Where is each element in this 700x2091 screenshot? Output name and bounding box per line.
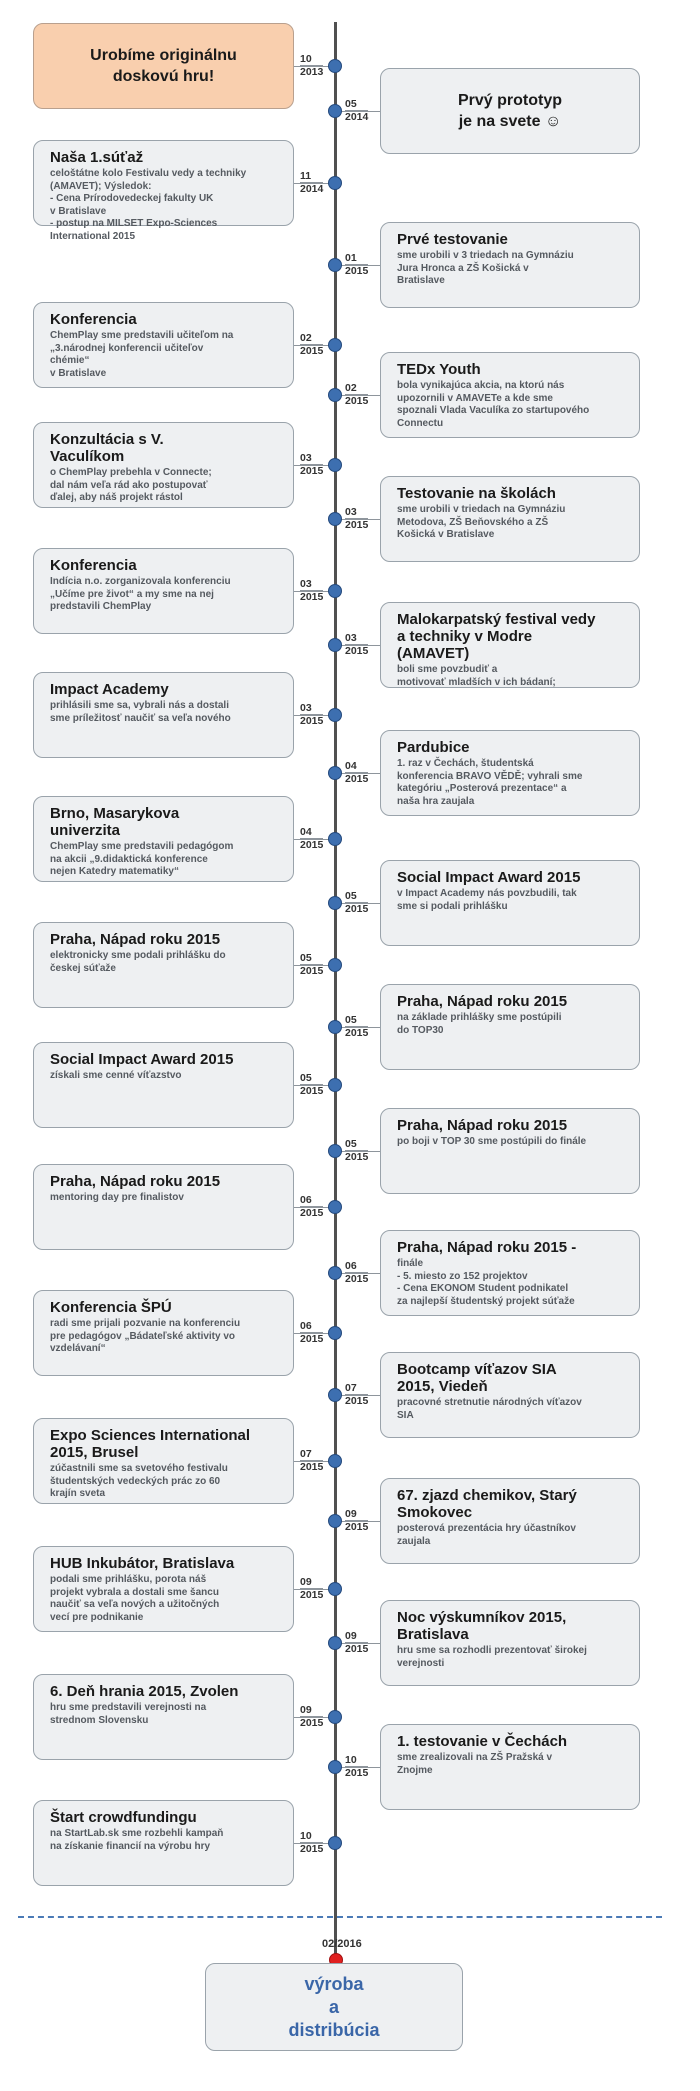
event-month: 09 [300, 1576, 312, 1588]
event-date [345, 632, 368, 657]
event-node [328, 584, 342, 598]
event-year: 2014 [345, 111, 369, 123]
timeline-axis [334, 22, 337, 1960]
event-year: 2015 [345, 645, 369, 657]
event-title: Konferencia ŠPÚ [50, 1299, 172, 1316]
event-date [345, 382, 368, 407]
event-card [380, 730, 640, 816]
event-description: po boji v TOP 30 sme postúpili do finále [397, 1136, 587, 1147]
event-title: Prvý prototyp je na svete ☺ [457, 92, 562, 130]
event-description: sme urobili v triedach na Gymnáziu Metodova, ZŠ Beňovského a ZŠ Košická v Bratislave [397, 504, 566, 540]
event-description: radi sme prijali pozvanie na konferenciu pre pedagógov „Bádateľské aktivity vo vzdelávaní“ [50, 1318, 241, 1354]
event-month: 09 [345, 1508, 357, 1520]
event-title: HUB Inkubátor, Bratislava [50, 1555, 235, 1572]
event-title: TEDx Youth [397, 361, 481, 378]
event-description: podali sme prihlášku, porota náš projekt vybrala a dostali sme šancu naučiť sa veľa nových a užitočných vecí pre podnikanie [50, 1574, 220, 1623]
event-title: Konferencia [50, 557, 137, 574]
event-date [300, 1830, 323, 1855]
event-card [33, 23, 294, 109]
event-year: 2015 [300, 1333, 324, 1345]
event-title: Noc výskumníkov 2015, Bratislava [397, 1609, 567, 1643]
event-month: 05 [345, 1014, 357, 1026]
event-year: 2015 [345, 1643, 369, 1655]
final-milestone-title: výroba a distribúcia [288, 1973, 380, 2040]
event-node [328, 766, 342, 780]
event-month: 10 [300, 1830, 312, 1842]
event-year: 2015 [300, 465, 324, 477]
event-card [380, 68, 640, 154]
event-year: 2015 [300, 965, 324, 977]
event-description: 1. raz v Čechách, študentská konferencia BRAVO VĚDĚ; vyhrali sme kategóriu „Posterová prezentace“ a naša hra zaujala [397, 758, 583, 807]
event-description: na StartLab.sk sme rozbehli kampaň na získanie financií na výrobu hry [50, 1828, 224, 1852]
event-year: 2015 [300, 1843, 324, 1855]
event-node [328, 258, 342, 272]
event-card [380, 602, 640, 688]
event-card [380, 1352, 640, 1438]
event-node [328, 896, 342, 910]
event-month: 04 [345, 760, 357, 772]
event-description: boli sme povzbudiť a motivovať mladších v ich bádaní; [397, 664, 556, 688]
end-date: 02/2016 [322, 1938, 362, 1950]
event-node [328, 1514, 342, 1528]
event-month: 03 [345, 506, 357, 518]
event-node [328, 104, 342, 118]
event-date [300, 332, 323, 357]
event-card [33, 922, 294, 1008]
event-description: celoštátne kolo Festivalu vedy a techniky (AMAVET); Výsledok: - Cena Prírodovedeckej fakulty UK v Bratislave - postup na MILSET Expo-Sciences International 2015 [50, 168, 247, 242]
event-node [328, 1326, 342, 1340]
event-month: 02 [345, 382, 357, 394]
event-node [328, 708, 342, 722]
event-date [300, 578, 323, 603]
event-date [300, 1320, 323, 1345]
event-node [328, 1636, 342, 1650]
event-year: 2015 [300, 1207, 324, 1219]
event-month: 06 [300, 1194, 312, 1206]
event-year: 2015 [345, 1521, 369, 1533]
event-node [328, 388, 342, 402]
event-node [328, 958, 342, 972]
event-description: ChemPlay sme predstavili učiteľom na „3.národnej konferencii učiteľov chémie“ v Bratislave [50, 330, 234, 379]
event-title: Praha, Nápad roku 2015 [50, 931, 221, 948]
event-description: finále - 5. miesto zo 152 projektov - Cena EKONOM Student podnikatel za najlepší študentský projekt súťaže [397, 1258, 575, 1307]
event-node [328, 1020, 342, 1034]
event-card [380, 860, 640, 946]
event-description: o ChemPlay prebehla v Connecte; dal nám veľa rád ako postupovať ďalej, aby náš projekt rástol [50, 467, 212, 503]
event-date [345, 1382, 368, 1407]
event-card [33, 302, 294, 388]
event-title: Praha, Nápad roku 2015 [50, 1173, 221, 1190]
event-card [33, 796, 294, 882]
event-description: hru sme predstavili verejnosti na strednom Slovensku [50, 1702, 207, 1726]
event-date [345, 98, 368, 123]
event-year: 2015 [300, 1085, 324, 1097]
event-node [328, 1760, 342, 1774]
event-date [345, 1260, 368, 1285]
event-date [300, 952, 323, 977]
event-description: hru sme sa rozhodli prezentovať širokej verejnosti [397, 1645, 587, 1669]
event-month: 03 [300, 452, 312, 464]
event-date [345, 1138, 368, 1163]
event-title: 6. Deň hrania 2015, Zvolen [50, 1683, 239, 1700]
event-year: 2015 [345, 1027, 369, 1039]
event-month: 05 [345, 98, 357, 110]
event-description: v Impact Academy nás povzbudili, tak sme si podali prihlášku [397, 888, 577, 912]
event-description: posterová prezentácia hry účastníkov zaujala [397, 1523, 576, 1547]
event-card [380, 1478, 640, 1564]
event-year: 2015 [300, 1589, 324, 1601]
event-title: Testovanie na školách [397, 485, 556, 502]
event-description: na základe prihlášky sme postúpili do TOP30 [397, 1012, 562, 1036]
event-node [328, 176, 342, 190]
event-date [300, 170, 323, 195]
event-node [328, 338, 342, 352]
event-node [328, 638, 342, 652]
event-month: 11 [300, 170, 312, 182]
event-node [328, 1388, 342, 1402]
dashed-divider [18, 1916, 662, 1918]
event-date [300, 1072, 323, 1097]
event-node [328, 1078, 342, 1092]
event-node [328, 1836, 342, 1850]
event-date [300, 702, 323, 727]
event-card [33, 1546, 294, 1632]
event-card [33, 422, 294, 508]
event-description: sme urobili v 3 triedach na Gymnáziu Jura Hronca a ZŠ Košická v Bratislave [397, 250, 574, 286]
event-month: 06 [345, 1260, 357, 1272]
event-card [380, 476, 640, 562]
event-month: 07 [300, 1448, 312, 1460]
event-description: bola vynikajúca akcia, na ktorú nás upozornili v AMAVETe a kde sme spoznali Vlada Vaculíka zo startupového Connectu [397, 380, 590, 429]
event-card [33, 1290, 294, 1376]
event-month: 04 [300, 826, 312, 838]
event-date [300, 1448, 323, 1473]
event-title: Prvé testovanie [397, 231, 508, 248]
event-card [33, 672, 294, 758]
event-year: 2013 [300, 66, 324, 78]
event-date [300, 1194, 323, 1219]
event-title: Praha, Nápad roku 2015 [397, 993, 568, 1010]
event-title: Praha, Nápad roku 2015 - [397, 1239, 577, 1256]
event-year: 2015 [300, 839, 324, 851]
event-title: Brno, Masarykova univerzita [50, 805, 180, 839]
event-card [380, 1600, 640, 1686]
event-title: 67. zjazd chemikov, Starý Smokovec [397, 1487, 577, 1521]
event-month: 02 [300, 332, 312, 344]
event-description: sme zrealizovali na ZŠ Pražská v Znojme [397, 1752, 553, 1776]
event-date [345, 1508, 368, 1533]
event-year: 2015 [300, 345, 324, 357]
event-month: 09 [345, 1630, 357, 1642]
event-title: Konferencia [50, 311, 137, 328]
event-year: 2015 [300, 1461, 324, 1473]
event-description: získali sme cenné víťazstvo [50, 1070, 182, 1081]
event-node [328, 1582, 342, 1596]
event-year: 2015 [345, 1395, 369, 1407]
event-title: Social Impact Award 2015 [397, 869, 581, 886]
event-card [380, 1230, 640, 1316]
event-description: prihlásili sme sa, vybrali nás a dostali sme príležitosť naučiť sa veľa nového [50, 700, 231, 724]
event-title: 1. testovanie v Čechách [397, 1733, 568, 1750]
event-node [328, 1266, 342, 1280]
event-year: 2015 [345, 519, 369, 531]
event-title: Social Impact Award 2015 [50, 1051, 234, 1068]
event-node [328, 1144, 342, 1158]
event-card [33, 1418, 294, 1504]
event-year: 2015 [345, 265, 369, 277]
event-date [300, 452, 323, 477]
event-description: Indícia n.o. zorganizovala konferenciu „Učíme pre život“ a my sme na nej predstavili ChemPlay [50, 576, 231, 612]
event-date [300, 53, 323, 78]
event-description: mentoring day pre finalistov [50, 1192, 184, 1203]
event-card [380, 1724, 640, 1810]
event-title: Naša 1.súťaž [50, 149, 144, 166]
event-card [33, 1800, 294, 1886]
event-month: 09 [300, 1704, 312, 1716]
event-title: Štart crowdfundingu [50, 1809, 197, 1826]
event-date [345, 252, 368, 277]
event-title: Expo Sciences International 2015, Brusel [50, 1427, 251, 1461]
event-month: 05 [345, 1138, 357, 1150]
event-node [328, 458, 342, 472]
event-month: 10 [345, 1754, 357, 1766]
event-description: ChemPlay sme predstavili pedagógom na akcii „9.didaktická konference nejen Katedry matematiky“ [50, 841, 234, 877]
event-card [33, 1164, 294, 1250]
final-milestone-card [205, 1963, 463, 2051]
event-node [328, 1710, 342, 1724]
event-date [345, 506, 368, 531]
event-month: 03 [300, 702, 312, 714]
event-node [328, 512, 342, 526]
event-card [33, 548, 294, 634]
event-title: Malokarpatský festival vedy a techniky v Modre (AMAVET) [397, 611, 596, 662]
event-month: 07 [345, 1382, 357, 1394]
event-date [300, 1576, 323, 1601]
event-year: 2015 [300, 715, 324, 727]
event-date [345, 1014, 368, 1039]
event-title: Konzultácia s V. Vaculíkom [50, 431, 164, 465]
event-node [328, 1454, 342, 1468]
event-description: zúčastnili sme sa svetového festivalu študentských vedeckých prác zo 60 krajín sveta [50, 1463, 228, 1499]
event-month: 06 [300, 1320, 312, 1332]
event-node [328, 1200, 342, 1214]
event-month: 03 [345, 632, 357, 644]
event-year: 2015 [345, 1273, 369, 1285]
event-date [345, 760, 368, 785]
event-month: 03 [300, 578, 312, 590]
event-card [380, 984, 640, 1070]
event-year: 2014 [300, 183, 324, 195]
event-title: Urobíme originálnu doskovú hru! [90, 47, 237, 85]
event-card [380, 352, 640, 438]
event-node [328, 59, 342, 73]
event-description: elektronicky sme podali prihlášku do českej súťaže [50, 950, 226, 974]
event-title: Bootcamp víťazov SIA 2015, Viedeň [397, 1361, 557, 1395]
event-title: Pardubice [397, 739, 470, 756]
event-title: Praha, Nápad roku 2015 [397, 1117, 568, 1134]
event-month: 05 [300, 1072, 312, 1084]
event-card [380, 1108, 640, 1194]
event-month: 10 [300, 53, 312, 65]
event-year: 2015 [300, 591, 324, 603]
event-month: 05 [300, 952, 312, 964]
event-year: 2015 [345, 903, 369, 915]
event-node [328, 832, 342, 846]
event-year: 2015 [345, 1767, 369, 1779]
event-card [380, 222, 640, 308]
event-year: 2015 [345, 395, 369, 407]
event-card [33, 1042, 294, 1128]
event-date [345, 890, 368, 915]
event-description: pracovné stretnutie národných víťazov SIA [397, 1397, 582, 1421]
event-month: 05 [345, 890, 357, 902]
event-date [345, 1754, 368, 1779]
event-card [33, 140, 294, 242]
event-date [345, 1630, 368, 1655]
event-month: 01 [345, 252, 357, 264]
event-year: 2015 [345, 773, 369, 785]
event-date [300, 826, 323, 851]
event-card [33, 1674, 294, 1760]
event-year: 2015 [300, 1717, 324, 1729]
event-title: Impact Academy [50, 681, 169, 698]
event-date [300, 1704, 323, 1729]
event-year: 2015 [345, 1151, 369, 1163]
